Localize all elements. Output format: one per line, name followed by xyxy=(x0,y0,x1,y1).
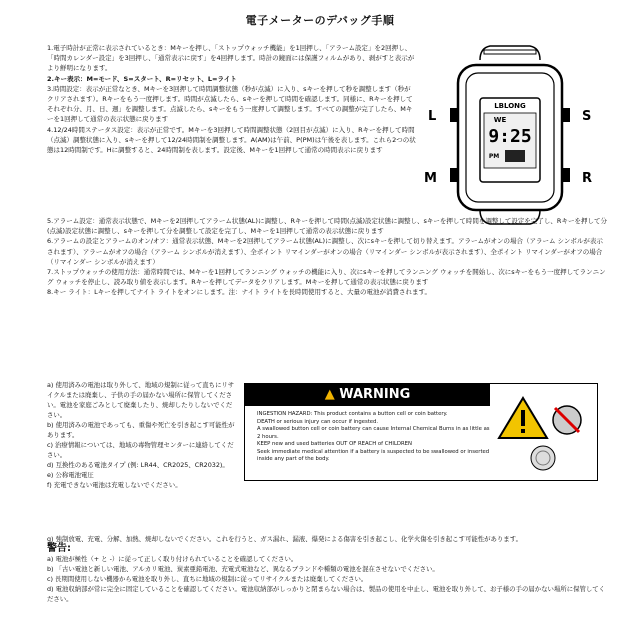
instruction-3: 3.時間設定：表示が正常なとき、Mキーを3回押して時間調整状態（秒が点滅）に入り、sキーを押して秒を調整します（秒がクリアされます）。Rキーをもう一度押します。時間が点滅したら、sキーを押して時間を確認します。同様に、Rキーを押してそれぞれ分、月、日、週」を調整します。点滅したら、sキーをもう一度押して調整します。すべての調整が完了したら、Mキーを1回押して通常の表示状態に戻ります xyxy=(47,84,413,124)
instruction-5: 5.アラーム設定：通常表示状態で、Mキーを2回押してアラーム状態(AL)に調整し、Rキーを押して時間(点滅)設定状態に調整し、sキーを押して時間を調整して設定を完了し、Rキーを押して分(点滅)設定状態に調整し、sキーを押して分を調整して設定を完了し、Mキーを1回押して通常の表示状態に戻ります xyxy=(47,217,607,236)
warning-line: Seek immediate medical attention if a battery is suspected to be swallowed or inserted inside any part of the body. xyxy=(257,448,490,462)
warning-triangle-icon: ▲ xyxy=(324,387,335,402)
warning-line: KEEP new and used batteries OUT OF REACH of CHILDREN xyxy=(257,441,412,447)
warning-line: INGESTION HAZARD: This product contains a button cell or coin battery. xyxy=(257,411,448,417)
instruction-2: 2.キー表示：M=モード、S=スタート、R=リセット、L=ライト xyxy=(47,74,237,83)
warning-box xyxy=(244,383,598,481)
bottom-section xyxy=(47,534,607,604)
instruction-1: 1.電子時計が正常に表示されているとき：Mキーを押し、「ストップウォッチ機能」を1回押し、「アラーム設定」を2回押し、「時間カレンダー設定」を3回押し、「通常表示に戻す」を4回押します。時計の鏡面には保護フィルムがあり、剥がすと表示がより鮮明になります。 xyxy=(47,44,415,73)
warning-item: d) 電池収納部が常に完全に固定していることを確認してください。電池収納部がしっかりと閉まらない場合は、製品の使用を中止し、電池を取り外して、お子様の手の届かない場所に保管してください。 xyxy=(47,585,606,603)
instructions-mid xyxy=(47,216,607,298)
button-l-label: L xyxy=(428,109,437,124)
watch-day: WE xyxy=(493,116,507,124)
warning-line: A swallowed button cell or coin battery can cause Internal Chemical Burns in as little as 2 hours. xyxy=(257,426,490,440)
note-g: g) 強制放電、充電、分解、加熱、焼却しないでください。これを行うと、ガス漏れ、漏液、爆発による傷害を引き起こし、化学火傷を引き起こす可能性があります。 xyxy=(47,535,522,543)
button-r-label: R xyxy=(582,171,593,186)
note-b: b) 使用済みの電池であっても、重傷や死亡を引き起こす可能性があります。 xyxy=(47,421,235,439)
watch-brand: LBLONG xyxy=(494,102,526,110)
hazard-icon xyxy=(495,390,591,474)
instructions-top xyxy=(47,43,417,155)
page-title: 電子メーターのデバッグ手順 xyxy=(245,14,395,27)
note-d: d) 互換性のある電池タイプ (例: LR44、CR2025、CR2032)。 xyxy=(47,461,229,469)
warning-text xyxy=(249,411,494,464)
instruction-6: 6.アラームの設定とアラームのオン/オフ：通常表示状態、Mキーを2回押してアラーム状態(AL)に調整し、次にsキーを押して切り替えます。アラームがオンの場合（アラーム シンボルが表示されます）、アラームがオフの場合（アラーム シンボルが消えます）、全ポイント リマインダーがオンの場合（リマインダー シンボルが表示されます）、全ポイント リマインダーがオフの場合（リマインダー シンボルが消えます） xyxy=(47,237,603,266)
watch-time: 9:25 xyxy=(488,126,532,147)
warning-header: ▲ WARNING xyxy=(245,384,490,406)
note-e: e) 公称電池電圧 xyxy=(47,471,94,479)
warning-item: b) 「古い電池と新しい電池、アルカリ電池、炭素亜鉛電池、充電式電池など、異なるブランドや種類の電池を混在させないでください。 xyxy=(47,565,439,573)
note-c: c) 治療情報については、地域の毒物管理センターに連絡してください。 xyxy=(47,441,234,459)
note-a: a) 使用済みの電池は取り外して、地域の規制に従って直ちにリサイクルまたは廃棄し、子供の手の届かない場所に保管してください。電池を家庭ごみとして廃棄したり、焼却したりしないでください。 xyxy=(47,381,235,419)
warning-item: a) 電池が極性（+ と -）に従って正しく取り付けられていることを確認してください。 xyxy=(47,555,298,563)
watch-illustration xyxy=(410,40,610,230)
warning-line: DEATH or serious injury can occur if ingested. xyxy=(257,418,379,425)
button-s-label: S xyxy=(582,109,592,124)
instruction-4: 4.12/24時間ステータス設定：表示が正常です。Mキーを3回押して時間調整状態（2回目が点滅）に入り、Rキーを押して時間（点滅）調整状態に入り、sキーを押して12/24時間制を調整します。A(AM)は午前、P(PM)は午後を表します。これら2つの状態は12時間制です。Hに調整すると、24時間制を表します。設定後、Mキーを1回押して通常の時間表示に戻ります xyxy=(47,125,416,155)
button-m-label: M xyxy=(424,171,437,186)
watch-ampm: PM xyxy=(488,153,500,160)
battery-notes xyxy=(47,380,237,490)
note-f: f) 充電できない電池は充電しないでください。 xyxy=(47,481,182,489)
warning-item: c) 長期間使用しない機器から電池を取り外し、直ちに地域の規制に従ってリサイクルまたは廃棄してください。 xyxy=(47,575,368,583)
instruction-7: 7.ストップウォッチの使用方法：通常時間では、Mキーを1回押してランニング ウォッチの機能に入り、次にsキーを押してランニング ウォッチを開始し、次にsキーをもう一度押してランニング ウォッチを停止し、読み取り値を表示します。Rキーを押してデータをクリアします。Mキーを押して通常の表示状態に戻ります xyxy=(47,268,606,287)
instruction-8: 8.キー ライト：Lキーを押してナイト ライトをオンにします。注：ナイト ライトを長時間使用すると、大量の電池が消費されます。 xyxy=(47,288,431,297)
warnings-heading: 警告: xyxy=(47,543,71,554)
